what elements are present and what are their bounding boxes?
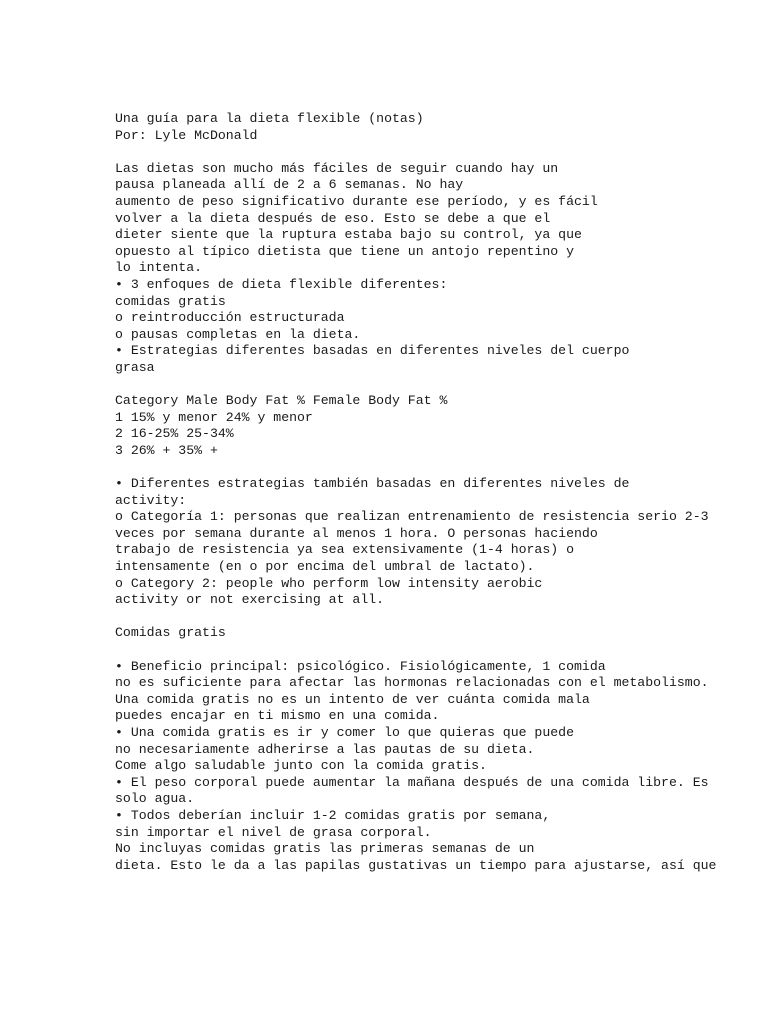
free-meals-line: • El peso corporal puede aumentar la mañana después de una comida libre. Es (115, 774, 709, 790)
body-fat-table (115, 393, 768, 459)
intro-line: dieter siente que la ruptura estaba bajo su control, ya que (115, 227, 582, 243)
free-meals-line: Come algo saludable junto con la comida gratis. (115, 758, 487, 774)
free-meals-line: • Beneficio principal: psicológico. Fisiológicamente, 1 comida (115, 658, 606, 674)
activity-line: intensamente (en o por encima del umbral de lactato). (115, 559, 535, 575)
intro-line: o reintroducción estructurada (115, 310, 345, 326)
intro-line: grasa (115, 359, 155, 375)
spacer (115, 609, 768, 626)
intro-line: volver a la dieta después de eso. Esto se debe a que el (115, 210, 551, 226)
free-meals-line: no necesariamente adherirse a las pautas de su dieta. (115, 741, 535, 757)
table-row: 1 15% y menor 24% y menor (115, 409, 313, 425)
document-title: Una guía para la dieta flexible (notas) (115, 111, 424, 126)
table-row: 2 16-25% 25-34% (115, 426, 234, 442)
intro-line: opuesto al típico dietista que tiene un antojo repentino y (115, 243, 574, 259)
intro-line: • 3 enfoques de dieta flexible diferentes: (115, 276, 448, 292)
table-row: 3 26% + 35% + (115, 442, 218, 458)
free-meals-line: dieta. Esto le da a las papilas gustativas un tiempo para ajustarse, así que (115, 857, 717, 873)
free-meals-line: Una comida gratis no es un intento de ver cuánta comida mala (115, 691, 590, 707)
spacer (115, 459, 768, 476)
activity-line: trabajo de resistencia ya sea extensivamente (1-4 horas) o (115, 542, 574, 558)
free-meals-line: no es suficiente para afectar las hormonas relacionadas con el metabolismo. (115, 675, 709, 691)
free-meals-section (115, 659, 768, 875)
free-meals-line: • Todos deberían incluir 1-2 comidas gratis por semana, (115, 807, 551, 823)
document-page (115, 111, 768, 874)
intro-line: aumento de peso significativo durante ese período, y es fácil (115, 193, 598, 209)
activity-line: • Diferentes estrategias también basadas en diferentes niveles de (115, 476, 630, 492)
intro-line: comidas gratis (115, 293, 226, 309)
free-meals-line: No incluyas comidas gratis las primeras semanas de un (115, 841, 535, 857)
table-header-row: Category Male Body Fat % Female Body Fat % (115, 393, 448, 409)
intro-section (115, 161, 768, 377)
document-author: Por: Lyle McDonald (115, 127, 258, 143)
activity-line: o Category 2: people who perform low intensity aerobic (115, 575, 543, 591)
spacer (115, 642, 768, 659)
activity-line: veces por semana durante al menos 1 hora. O personas haciendo (115, 525, 598, 541)
free-meals-line: • Una comida gratis es ir y comer lo que quieras que puede (115, 724, 574, 740)
activity-section (115, 476, 768, 609)
section-heading: Comidas gratis (115, 625, 226, 641)
intro-line: pausa planeada allí de 2 a 6 semanas. No hay (115, 177, 464, 193)
intro-line: • Estrategias diferentes basadas en diferentes niveles del cuerpo (115, 343, 630, 359)
free-meals-line: sin importar el nivel de grasa corporal. (115, 824, 432, 840)
spacer (115, 144, 768, 161)
activity-line: activity or not exercising at all. (115, 592, 385, 608)
intro-line: o pausas completas en la dieta. (115, 326, 361, 342)
free-meals-line: solo agua. (115, 791, 195, 807)
intro-line: lo intenta. (115, 260, 203, 276)
spacer (115, 377, 768, 394)
free-meals-line: puedes encajar en ti mismo en una comida. (115, 708, 440, 724)
activity-line: o Categoría 1: personas que realizan entrenamiento de resistencia serio 2-3 (115, 509, 709, 525)
activity-line: activity: (115, 492, 187, 508)
intro-line: Las dietas son mucho más fáciles de seguir cuando hay un (115, 160, 559, 176)
